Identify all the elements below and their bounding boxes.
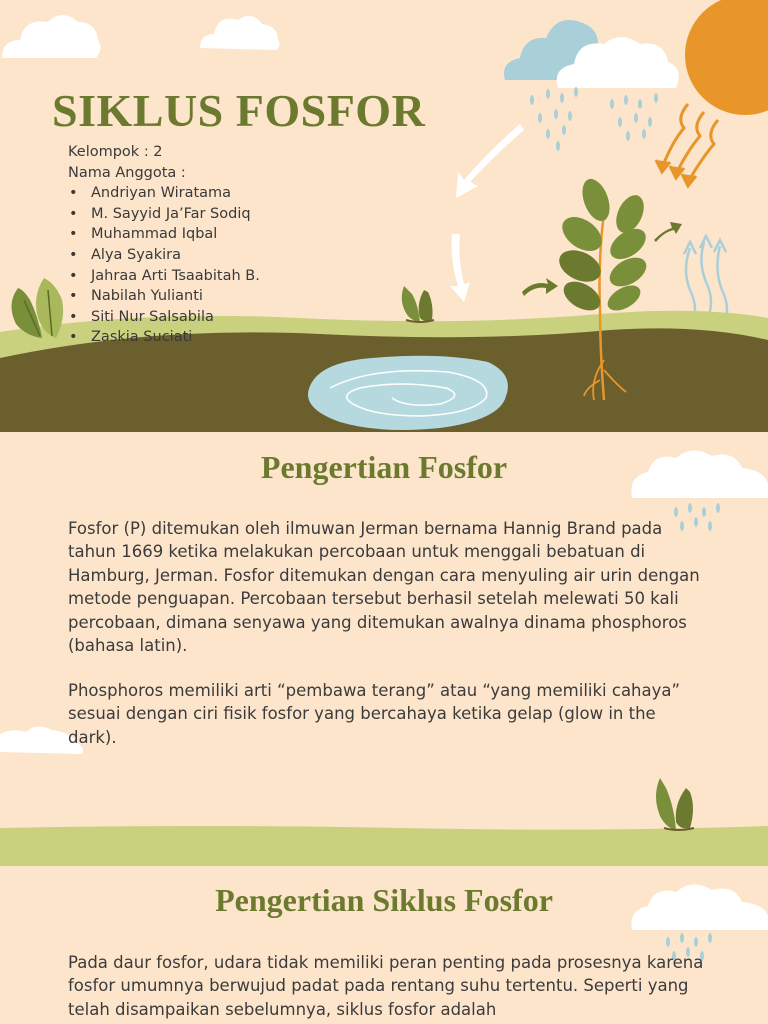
members-label: Nama Anggota : (68, 164, 186, 181)
member-list (68, 183, 260, 348)
shrub-icon (11, 278, 63, 338)
cloud-icon (2, 15, 101, 58)
member-item: • Alya Syakira (68, 245, 260, 266)
shrub-icon (402, 286, 434, 322)
cloud-icon (200, 16, 280, 50)
cycle-arrow-icon (456, 124, 524, 198)
section-heading-fosfor: Pengertian Fosfor (260, 449, 508, 485)
shrub-icon (656, 778, 694, 830)
section-paragraph: Pada daur fosfor, udara tidak memiliki peran penting pada prosesnya karena fosfor umumnya berwujud padat pada rentang suhu tertentu. Seperti yang telah disampaikan sebelumnya, siklus fosfor adalah (68, 953, 704, 1019)
grass-band (0, 826, 768, 866)
member-item: • Nabilah Yulianti (68, 286, 260, 307)
section-paragraph: Fosfor (P) ditemukan oleh ilmuwan Jerman bernama Hannig Brand pada tahun 1669 ketika melakukan percobaan untuk menggali bebatuan di Hamburg, Jerman. Fosfor ditemukan dengan cara menyuling air urin dengan metode penguapan. Percobaan tersebut berhasil setelah melewati 50 kali percobaan, dimana senyawa yang ditemukan awalnya dinama phosphoros (bahasa latin). (68, 519, 700, 656)
section-paragraph: Phosphoros memiliki arti “pembawa terang” atau “yang memiliki cahaya” sesuai dengan ciri fisik fosfor yang bercahaya ketika gelap (glow in the dark). (68, 681, 681, 747)
group-label: Kelompok : 2 (68, 144, 163, 160)
sun-icon (685, 0, 768, 115)
page-title: SIKLUS FOSFOR (52, 85, 426, 136)
member-item: • Zaskia Suciati (68, 327, 260, 348)
group-info (68, 142, 260, 348)
member-item: • Muhammad Iqbal (68, 224, 260, 245)
section-heading-siklus: Pengertian Siklus Fosfor (215, 882, 553, 918)
member-item: • M. Sayyid Ja’Far Sodiq (68, 204, 260, 225)
member-item: • Andriyan Wiratama (68, 183, 260, 204)
pond-icon (308, 356, 508, 430)
heat-arrow-icon (656, 104, 718, 186)
cloud-icon (504, 20, 679, 88)
cycle-arrow-icon (450, 234, 470, 302)
member-item: • Siti Nur Salsabila (68, 307, 260, 328)
rain-icon (530, 87, 658, 151)
member-item: • Jahraa Arti Tsaabitah B. (68, 266, 260, 287)
